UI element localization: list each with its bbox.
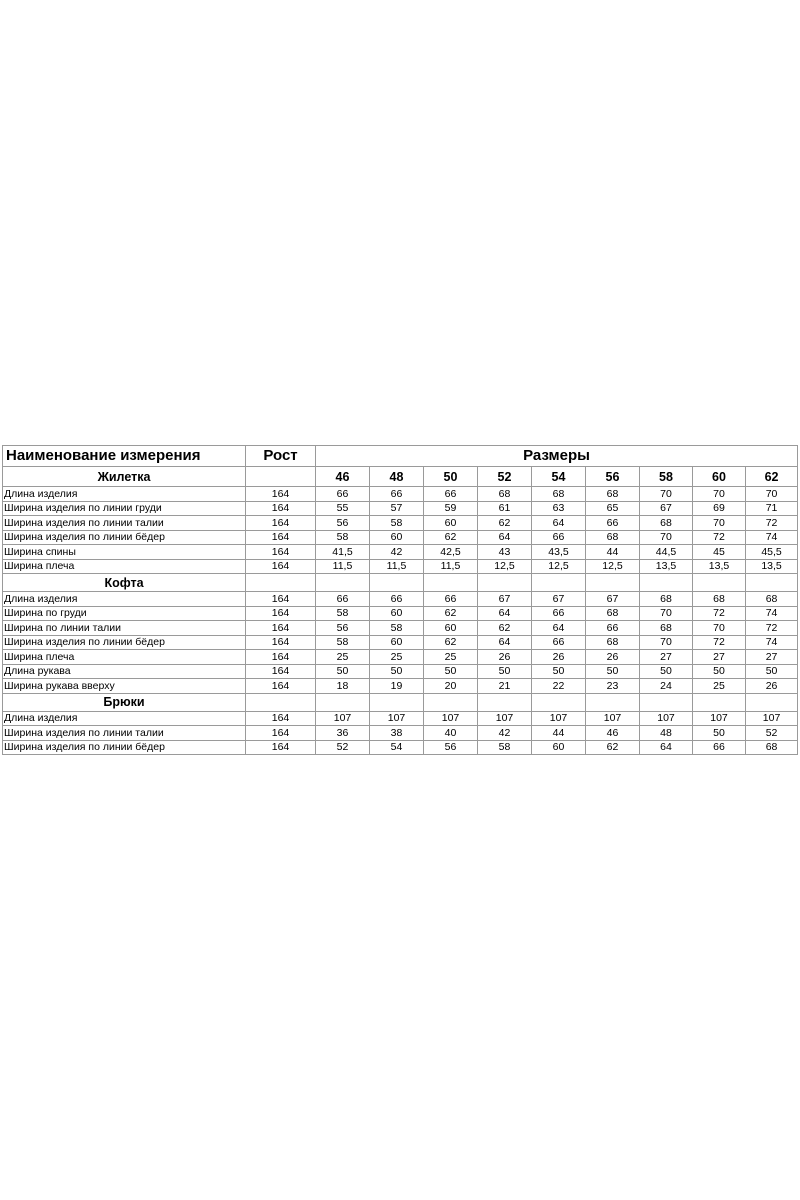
size-value: 60 — [424, 516, 478, 531]
size-value: 64 — [640, 740, 693, 755]
size-value: 67 — [640, 501, 693, 516]
measurement-row — [3, 711, 798, 726]
height-value: 164 — [246, 530, 316, 545]
size-value: 58 — [370, 516, 424, 531]
size-value: 68 — [586, 530, 640, 545]
size-value: 72 — [746, 516, 798, 531]
section-blank-cell — [246, 574, 316, 592]
size-value: 74 — [746, 635, 798, 650]
size-value: 27 — [693, 650, 746, 665]
size-value: 60 — [370, 606, 424, 621]
size-value: 12,5 — [532, 559, 586, 574]
size-value: 58 — [478, 740, 532, 755]
size-value: 25 — [316, 650, 370, 665]
size-value: 60 — [424, 621, 478, 636]
size-value: 52 — [746, 726, 798, 741]
size-value: 107 — [316, 711, 370, 726]
size-value: 50 — [316, 664, 370, 679]
size-value: 62 — [424, 635, 478, 650]
size-value: 40 — [424, 726, 478, 741]
section-blank-cell — [246, 693, 316, 711]
section-blank-cell — [370, 574, 424, 592]
size-value: 66 — [424, 592, 478, 607]
section-blank-cell — [532, 693, 586, 711]
size-value: 70 — [640, 635, 693, 650]
section-header-row — [3, 574, 798, 592]
measurement-name: Ширина изделия по линии бёдер — [3, 530, 246, 545]
size-value: 18 — [316, 679, 370, 694]
size-value: 66 — [532, 606, 586, 621]
size-header-cell: 62 — [746, 467, 798, 487]
size-value: 12,5 — [478, 559, 532, 574]
size-value: 70 — [693, 516, 746, 531]
section-blank-cell — [424, 574, 478, 592]
size-header-cell: 54 — [532, 467, 586, 487]
height-value: 164 — [246, 740, 316, 755]
size-value: 64 — [532, 621, 586, 636]
measurement-row — [3, 501, 798, 516]
size-value: 36 — [316, 726, 370, 741]
size-value: 25 — [370, 650, 424, 665]
size-value: 60 — [370, 635, 424, 650]
size-value: 70 — [640, 530, 693, 545]
measurement-name: Ширина рукава вверху — [3, 679, 246, 694]
size-value: 107 — [424, 711, 478, 726]
size-value: 23 — [586, 679, 640, 694]
height-value: 164 — [246, 559, 316, 574]
size-header-cell: 50 — [424, 467, 478, 487]
size-value: 50 — [532, 664, 586, 679]
section-blank-cell — [532, 574, 586, 592]
size-value: 67 — [586, 592, 640, 607]
size-value: 70 — [640, 606, 693, 621]
size-chart-body — [3, 446, 798, 755]
height-value: 164 — [246, 487, 316, 502]
size-value: 107 — [640, 711, 693, 726]
size-value: 72 — [746, 621, 798, 636]
section-blank-cell — [640, 693, 693, 711]
size-value: 13,5 — [746, 559, 798, 574]
size-value: 107 — [586, 711, 640, 726]
size-value: 64 — [532, 516, 586, 531]
height-value: 164 — [246, 501, 316, 516]
size-value: 60 — [370, 530, 424, 545]
size-value: 68 — [746, 740, 798, 755]
size-value: 66 — [370, 592, 424, 607]
height-value: 164 — [246, 516, 316, 531]
size-value: 56 — [316, 621, 370, 636]
size-value: 58 — [370, 621, 424, 636]
measurement-name-header: Наименование измерения — [3, 446, 246, 467]
size-value: 43 — [478, 545, 532, 560]
size-value: 42,5 — [424, 545, 478, 560]
size-value: 55 — [316, 501, 370, 516]
size-value: 66 — [424, 487, 478, 502]
measurement-row — [3, 606, 798, 621]
size-value: 70 — [693, 621, 746, 636]
size-value: 62 — [586, 740, 640, 755]
size-value: 48 — [640, 726, 693, 741]
size-value: 74 — [746, 530, 798, 545]
section-blank-cell — [246, 467, 316, 487]
measurement-name: Длина изделия — [3, 487, 246, 502]
measurement-name: Длина изделия — [3, 711, 246, 726]
height-value: 164 — [246, 726, 316, 741]
size-value: 68 — [478, 487, 532, 502]
section-header-row — [3, 693, 798, 711]
measurement-row — [3, 650, 798, 665]
size-value: 43,5 — [532, 545, 586, 560]
measurement-name: Ширина изделия по линии бёдер — [3, 635, 246, 650]
size-value: 66 — [316, 592, 370, 607]
section-blank-cell — [370, 693, 424, 711]
size-header-cell: 46 — [316, 467, 370, 487]
size-value: 57 — [370, 501, 424, 516]
size-value: 66 — [693, 740, 746, 755]
size-value: 22 — [532, 679, 586, 694]
size-value: 58 — [316, 530, 370, 545]
size-value: 13,5 — [693, 559, 746, 574]
section-title: Кофта — [3, 574, 246, 592]
measurement-name: Ширина спины — [3, 545, 246, 560]
size-value: 65 — [586, 501, 640, 516]
section-blank-cell — [424, 693, 478, 711]
section-blank-cell — [746, 574, 798, 592]
size-value: 68 — [640, 516, 693, 531]
size-value: 52 — [316, 740, 370, 755]
measurement-row — [3, 635, 798, 650]
size-value: 50 — [424, 664, 478, 679]
size-value: 19 — [370, 679, 424, 694]
size-header-cell: 60 — [693, 467, 746, 487]
size-value: 64 — [478, 530, 532, 545]
measurement-name: Ширина плеча — [3, 650, 246, 665]
section-blank-cell — [478, 693, 532, 711]
measurement-name: Длина изделия — [3, 592, 246, 607]
section-blank-cell — [586, 574, 640, 592]
size-value: 27 — [640, 650, 693, 665]
size-value: 70 — [746, 487, 798, 502]
size-value: 26 — [478, 650, 532, 665]
size-header-cell: 48 — [370, 467, 424, 487]
height-header: Рост — [246, 446, 316, 467]
size-value: 68 — [640, 592, 693, 607]
measurement-row — [3, 621, 798, 636]
size-value: 107 — [693, 711, 746, 726]
size-value: 66 — [532, 635, 586, 650]
size-value: 25 — [693, 679, 746, 694]
measurement-row — [3, 726, 798, 741]
size-value: 13,5 — [640, 559, 693, 574]
section-blank-cell — [478, 574, 532, 592]
size-value: 72 — [693, 606, 746, 621]
section-blank-cell — [693, 693, 746, 711]
section-header-row — [3, 467, 798, 487]
size-value: 64 — [478, 606, 532, 621]
size-value: 26 — [746, 679, 798, 694]
measurement-name: Ширина изделия по линии талии — [3, 726, 246, 741]
size-value: 56 — [424, 740, 478, 755]
size-value: 70 — [640, 487, 693, 502]
size-value: 50 — [640, 664, 693, 679]
header-row — [3, 446, 798, 467]
measurement-name: Ширина изделия по линии груди — [3, 501, 246, 516]
measurement-name: Ширина по груди — [3, 606, 246, 621]
size-value: 67 — [532, 592, 586, 607]
size-value: 25 — [424, 650, 478, 665]
size-value: 58 — [316, 606, 370, 621]
size-value: 68 — [693, 592, 746, 607]
height-value: 164 — [246, 711, 316, 726]
size-value: 11,5 — [424, 559, 478, 574]
size-value: 64 — [478, 635, 532, 650]
measurement-name: Ширина плеча — [3, 559, 246, 574]
size-value: 71 — [746, 501, 798, 516]
section-title: Брюки — [3, 693, 246, 711]
height-value: 164 — [246, 592, 316, 607]
size-value: 66 — [586, 516, 640, 531]
size-value: 45,5 — [746, 545, 798, 560]
size-value: 107 — [478, 711, 532, 726]
size-value: 58 — [316, 635, 370, 650]
size-value: 50 — [693, 726, 746, 741]
size-header-cell: 52 — [478, 467, 532, 487]
size-value: 20 — [424, 679, 478, 694]
size-header-cell: 56 — [586, 467, 640, 487]
measurement-name: Ширина по линии талии — [3, 621, 246, 636]
size-value: 107 — [532, 711, 586, 726]
height-value: 164 — [246, 650, 316, 665]
size-value: 60 — [532, 740, 586, 755]
measurement-name: Ширина изделия по линии талии — [3, 516, 246, 531]
size-value: 56 — [316, 516, 370, 531]
size-value: 62 — [478, 621, 532, 636]
sizes-header: Размеры — [316, 446, 798, 467]
size-value: 68 — [746, 592, 798, 607]
measurement-row — [3, 664, 798, 679]
height-value: 164 — [246, 545, 316, 560]
size-value: 62 — [424, 530, 478, 545]
height-value: 164 — [246, 664, 316, 679]
section-blank-cell — [586, 693, 640, 711]
size-value: 68 — [586, 635, 640, 650]
size-value: 59 — [424, 501, 478, 516]
size-value: 44 — [586, 545, 640, 560]
size-value: 46 — [586, 726, 640, 741]
size-value: 66 — [316, 487, 370, 502]
measurement-name: Ширина изделия по линии бёдер — [3, 740, 246, 755]
size-value: 74 — [746, 606, 798, 621]
section-blank-cell — [640, 574, 693, 592]
size-value: 21 — [478, 679, 532, 694]
size-value: 66 — [370, 487, 424, 502]
size-value: 41,5 — [316, 545, 370, 560]
height-value: 164 — [246, 679, 316, 694]
size-value: 45 — [693, 545, 746, 560]
size-value: 27 — [746, 650, 798, 665]
measurement-row — [3, 679, 798, 694]
section-blank-cell — [746, 693, 798, 711]
size-value: 62 — [478, 516, 532, 531]
size-value: 68 — [586, 606, 640, 621]
size-value: 44 — [532, 726, 586, 741]
size-value: 61 — [478, 501, 532, 516]
size-value: 70 — [693, 487, 746, 502]
measurement-row — [3, 559, 798, 574]
size-value: 72 — [693, 530, 746, 545]
size-value: 68 — [532, 487, 586, 502]
size-value: 54 — [370, 740, 424, 755]
size-value: 107 — [370, 711, 424, 726]
size-value: 66 — [532, 530, 586, 545]
size-value: 24 — [640, 679, 693, 694]
size-value: 38 — [370, 726, 424, 741]
size-value: 50 — [586, 664, 640, 679]
measurement-row — [3, 740, 798, 755]
section-blank-cell — [316, 574, 370, 592]
size-value: 50 — [693, 664, 746, 679]
height-value: 164 — [246, 635, 316, 650]
size-value: 72 — [693, 635, 746, 650]
measurement-row — [3, 545, 798, 560]
measurement-name: Длина рукава — [3, 664, 246, 679]
measurement-row — [3, 592, 798, 607]
height-value: 164 — [246, 621, 316, 636]
size-value: 69 — [693, 501, 746, 516]
size-value: 26 — [532, 650, 586, 665]
size-value: 68 — [586, 487, 640, 502]
size-value: 12,5 — [586, 559, 640, 574]
size-value: 50 — [478, 664, 532, 679]
section-title: Жилетка — [3, 467, 246, 487]
measurement-row — [3, 516, 798, 531]
size-value: 50 — [370, 664, 424, 679]
size-value: 62 — [424, 606, 478, 621]
size-value: 44,5 — [640, 545, 693, 560]
size-value: 67 — [478, 592, 532, 607]
size-value: 11,5 — [370, 559, 424, 574]
size-value: 42 — [478, 726, 532, 741]
size-value: 26 — [586, 650, 640, 665]
size-value: 50 — [746, 664, 798, 679]
size-value: 63 — [532, 501, 586, 516]
section-blank-cell — [693, 574, 746, 592]
size-header-cell: 58 — [640, 467, 693, 487]
size-chart-table — [2, 445, 798, 755]
section-blank-cell — [316, 693, 370, 711]
measurement-row — [3, 487, 798, 502]
size-value: 68 — [640, 621, 693, 636]
size-value: 107 — [746, 711, 798, 726]
size-value: 42 — [370, 545, 424, 560]
size-value: 66 — [586, 621, 640, 636]
measurement-row — [3, 530, 798, 545]
size-value: 11,5 — [316, 559, 370, 574]
height-value: 164 — [246, 606, 316, 621]
